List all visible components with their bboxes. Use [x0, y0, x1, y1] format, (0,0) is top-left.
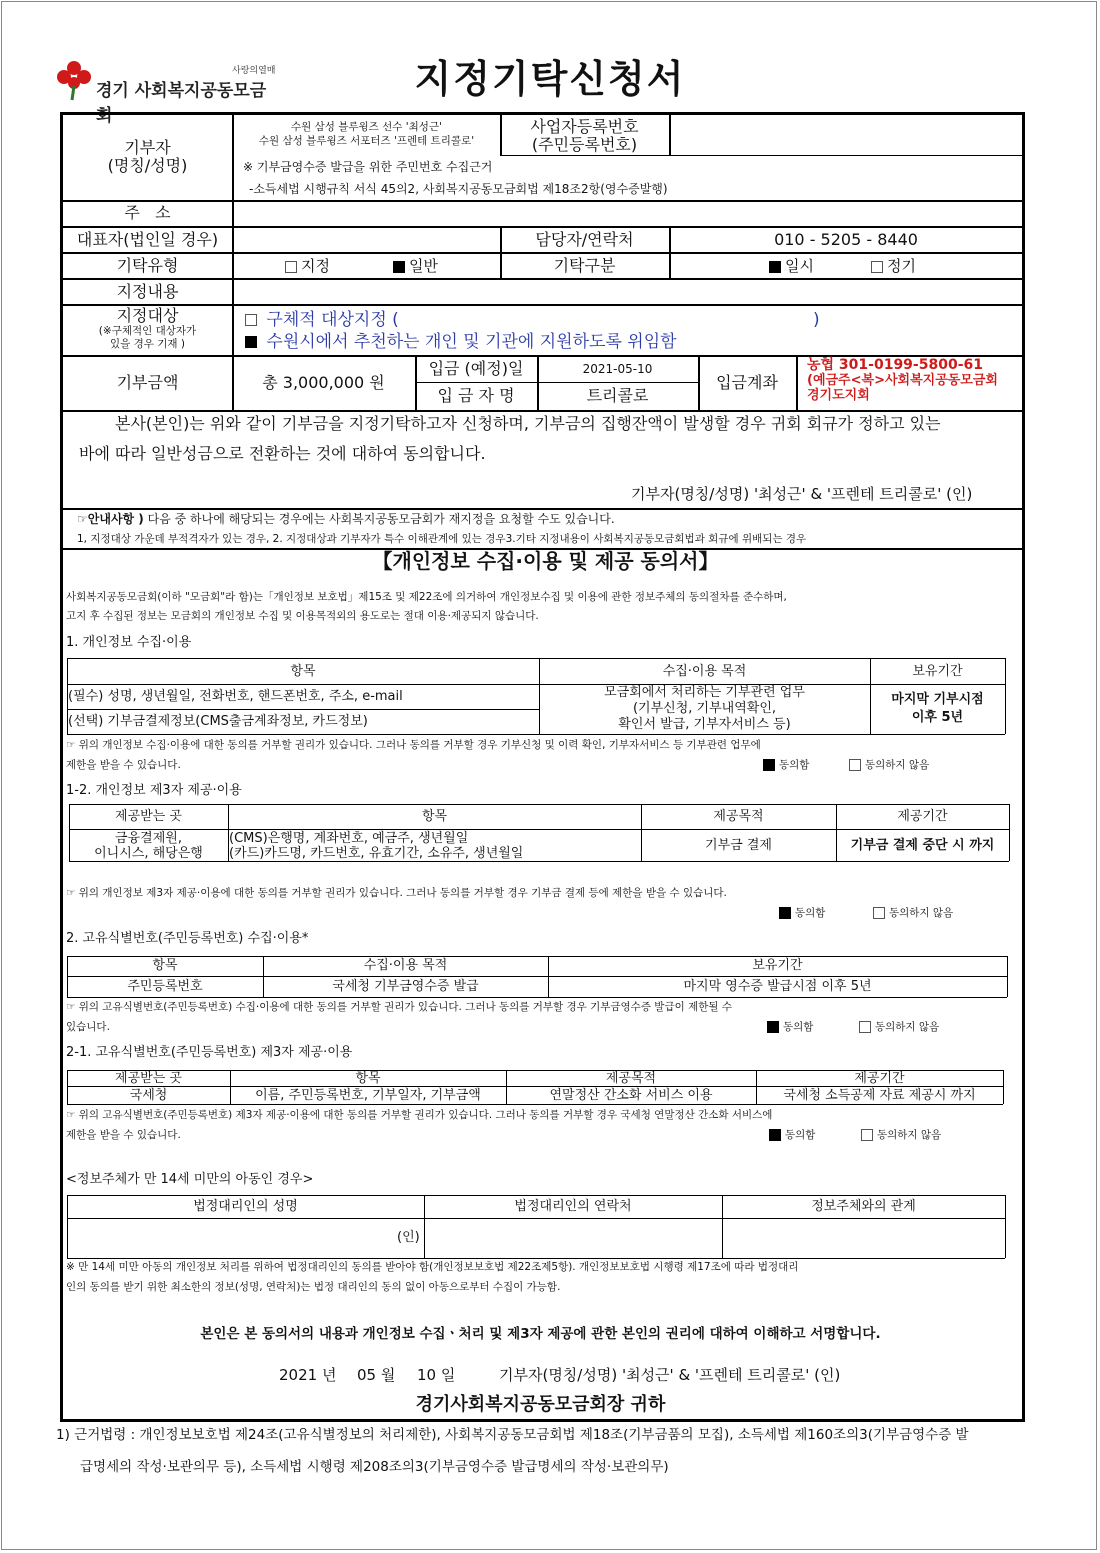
s12-agree-option[interactable]: 동의함: [779, 907, 825, 920]
section-2-1-title: 2-1. 고유식별번호(주민등록번호) 제3자 제공·이용: [66, 1045, 353, 1060]
section-1-2-title: 1-2. 개인정보 제3자 제공·이용: [66, 783, 242, 798]
target-option-delegated[interactable]: 수원시에서 추천하는 개인 및 기관에 지원하도록 위임함: [245, 333, 677, 351]
document-title: 지정기탁신청서: [414, 57, 686, 101]
designation-target-label: 지정대상: [116, 306, 179, 325]
s1-purpose-1: 모금회에서 처리하는 기부관련 업무: [604, 685, 805, 700]
type-option-designated[interactable]: 지정: [285, 257, 330, 275]
designation-content-field[interactable]: [235, 283, 1020, 303]
account-line-2: (예금주<복>사회복지공동모금회: [807, 373, 998, 388]
sign-month[interactable]: 05 월: [357, 1366, 396, 1384]
s21-header-purpose: 제공목적: [605, 1071, 657, 1086]
designation-content-label: 지정내용: [116, 282, 179, 301]
receipt-note-1: ※ 기부금영수증 발급을 위한 주민번호 수집근거: [243, 160, 493, 174]
sign-year[interactable]: 2021 년: [279, 1366, 337, 1384]
minor-title: <정보주체가 만 14세 미만의 아동인 경우>: [66, 1172, 314, 1187]
checkbox-icon: [873, 907, 885, 919]
minor-seal: (인): [397, 1230, 420, 1245]
s1-disagree-option[interactable]: 동의하지 않음: [849, 759, 929, 772]
s1-item-optional: (선택) 기부금결제정보(CMS출금계좌정보, 카드정보): [68, 714, 368, 729]
consent-signature[interactable]: 기부자(명칭/성명) '최성근' & '프렌테 트리콜로' (인): [631, 485, 973, 503]
representative-field[interactable]: [235, 231, 498, 251]
s21-row-recipient: 국세청: [129, 1088, 168, 1103]
s12-disagree-option[interactable]: 동의하지 않음: [873, 907, 953, 920]
checked-checkbox-icon: [393, 261, 405, 273]
love-fruit-logo-icon: [56, 58, 92, 102]
s12-header-purpose: 제공목적: [713, 809, 764, 824]
s1-agree-option[interactable]: 동의함: [763, 759, 809, 772]
s2-header-period: 보유기간: [752, 958, 803, 973]
s12-note: ☞ 위의 개인정보 제3자 제공·이용에 대한 동의를 거부할 권리가 있습니다. 그러나 동의를 거부할 경우 기부금 결제 등에 제한을 받을 수 있습니다.: [66, 887, 727, 899]
s21-row-period: 국세청 소득공제 자료 제공시 까지: [783, 1088, 976, 1103]
s1-purpose-2: (기부신청, 기부내역확인,: [632, 701, 777, 716]
checkbox-icon: [861, 1129, 873, 1141]
reg-no-field[interactable]: [671, 125, 1021, 145]
s2-agree-option[interactable]: 동의함: [767, 1021, 813, 1034]
address-label: 주 소: [124, 203, 171, 222]
checkbox-icon: [285, 261, 297, 273]
target-option-specific[interactable]: 구체적 대상지정 (: [245, 311, 399, 329]
s2-row-item: 주민등록번호: [127, 979, 203, 994]
org-logo: [56, 56, 276, 126]
target-option-specific-close: ): [813, 310, 820, 330]
s2-row-purpose: 국세청 기부금영수증 발급: [332, 979, 479, 994]
contact-value[interactable]: 010 - 5205 - 8440: [774, 230, 918, 249]
minor-relation-field[interactable]: [725, 1221, 1003, 1255]
depositor-value[interactable]: 트리콜로: [586, 386, 649, 405]
designation-target-sub: (※구체적인 대상자가 있을 경우 기재 ): [98, 325, 197, 350]
account-label: 입금계좌: [716, 373, 778, 392]
s12-item-cms: (CMS)은행명, 계좌번호, 예금주, 생년월일: [229, 831, 469, 846]
s2-note-1: ☞ 위의 고유식별번호(주민등록번호) 수집·이용에 대한 동의를 거부할 권리가 있습니다. 그러나 동의를 거부할 경우 기부금영수증 발급이 제한될 수: [66, 1001, 732, 1013]
s21-header-recipient: 제공받는 곳: [115, 1071, 182, 1086]
s1-period-2: 이후 5년: [911, 710, 964, 725]
donation-amount-label: 기부금액: [116, 373, 179, 392]
s1-header-period: 보유기간: [912, 664, 963, 679]
deposit-date-label: 입금 (예정)일: [428, 359, 524, 378]
s12-header-recipient: 제공받는 곳: [115, 809, 182, 824]
type-option-general[interactable]: 일반: [393, 257, 438, 275]
s21-row-purpose: 연말정산 간소화 서비스 이용: [549, 1088, 713, 1103]
donation-amount-value[interactable]: 총 3,000,000 원: [262, 373, 385, 392]
donor-name-line1[interactable]: 수원 삼성 블루윙즈 선수 '최성근': [291, 121, 442, 133]
s21-row-item: 이름, 주민등록번호, 기부일자, 기부금액: [255, 1088, 481, 1103]
sign-day[interactable]: 10 일: [417, 1366, 456, 1384]
final-statement: 본인은 본 동의서의 내용과 개인정보 수집ㆍ처리 및 제3자 제공에 관한 본인의 권리에 대하여 이해하고 서명합니다.: [200, 1326, 881, 1342]
account-line-3: 경기도지회: [807, 388, 870, 403]
notice-line: ☞안내사항 ) 다음 중 하나에 해당되는 경우에는 사회복지공동모금회가 재지정을 요청할 수도 있습니다.: [77, 512, 615, 526]
section-1-title: 1. 개인정보 수집·이용: [66, 635, 192, 650]
s21-disagree-option[interactable]: 동의하지 않음: [861, 1129, 941, 1142]
s2-disagree-option[interactable]: 동의하지 않음: [859, 1021, 939, 1034]
contact-label: 담당자/연락처: [535, 230, 634, 249]
s2-row-period: 마지막 영수증 발급시점 이후 5년: [683, 979, 872, 994]
checkbox-icon: [859, 1021, 871, 1033]
s21-header-period: 제공기간: [854, 1071, 905, 1086]
s1-note-2: 제한을 받을 수 있습니다.: [66, 759, 181, 771]
donation-type-label: 기탁유형: [116, 256, 179, 275]
class-option-onetime[interactable]: 일시: [769, 257, 814, 275]
s2-note-2: 있습니다.: [66, 1021, 110, 1033]
footnote-line-2: 급명세의 작성·보관의무 등), 소득세법 시행령 제208조의3(기부금영수증 발급명세의 작성·보관의무): [80, 1459, 669, 1475]
s1-item-required: (필수) 성명, 생년월일, 전화번호, 핸드폰번호, 주소, e-mail: [68, 689, 403, 704]
footnote-line-1: 1) 근거법령 : 개인정보보호법 제24조(고유식별정보의 처리제한), 사회복지공동모금회법 제18조(기부금품의 모집), 소득세법 제160조의3(기부금영수증 발: [56, 1427, 969, 1443]
checked-checkbox-icon: [245, 336, 257, 348]
s12-recipient-1: 금융결제원,: [115, 831, 182, 846]
org-slogan: 사랑의열매: [232, 66, 276, 76]
addressee: 경기사회복지공동모금회장 귀하: [415, 1394, 666, 1415]
minor-note-1: ※ 만 14세 미만 아동의 개인정보 처리를 위하여 법정대리인의 동의를 받아야 함(개인정보보호법 제22조제5항). 개인정보보호법 시행령 제17조에 따라 법정대리: [66, 1261, 799, 1273]
section-2-title: 2. 고유식별번호(주민등록번호) 수집·이용*: [66, 931, 309, 946]
s21-header-item: 항목: [355, 1071, 381, 1086]
checked-checkbox-icon: [763, 759, 775, 771]
privacy-consent-title: 【개인정보 수집·이용 및 제공 동의서】: [372, 549, 719, 573]
checkbox-icon: [849, 759, 861, 771]
minor-header-name: 법정대리인의 성명: [193, 1199, 298, 1214]
notice-items: 1, 지정대상 가운데 부적격자가 있는 경우, 2. 지정대상과 기부자가 특수 이해관계에 있는 경우3.기타 지정내용이 사회복지공동모금회법과 회규에 위배되는 경우: [77, 533, 807, 545]
account-line-1: 농협 301-0199-5800-61: [807, 357, 983, 373]
s1-period-1: 마지막 기부시점: [891, 692, 984, 707]
s21-note-2: 제한을 받을 수 있습니다.: [66, 1129, 181, 1141]
privacy-intro-2: 고지 후 수집된 정보는 모금회의 개인정보 수집 및 이용목적외의 용도로는 절대 이용·제공되지 않습니다.: [66, 610, 539, 622]
consent-text-2: 바에 따라 일반성금으로 전환하는 것에 대하여 동의합니다.: [79, 444, 486, 463]
donor-name-line2[interactable]: 수원 삼성 블루윙즈 서포터즈 '프렌테 트리콜로': [258, 135, 475, 147]
s21-agree-option[interactable]: 동의함: [769, 1129, 815, 1142]
s1-note-1: ☞ 위의 개인정보 수집·이용에 대한 동의를 거부할 권리가 있습니다. 그러나 동의를 거부할 경우 기부신청 및 이력 확인, 기부자서비스 등 기부관련 업무에: [66, 739, 761, 751]
s1-header-item: 항목: [290, 664, 316, 679]
minor-header-contact: 법정대리인의 연락처: [514, 1199, 632, 1214]
s12-header-period: 제공기간: [897, 809, 948, 824]
org-name: 경기 사회복지공동모금회: [96, 81, 267, 126]
minor-guardian-name-field[interactable]: [69, 1221, 389, 1255]
s12-purpose: 기부금 결제: [705, 838, 772, 853]
s1-purpose-3: 확인서 발급, 기부자서비스 등): [618, 717, 791, 732]
checked-checkbox-icon: [769, 1129, 781, 1141]
final-signature[interactable]: 기부자(명칭/성명) '최성근' & '프렌테 트리콜로' (인): [499, 1366, 841, 1384]
s12-period: 기부금 결제 중단 시 까지: [850, 838, 995, 853]
reg-no-label: 사업자등록번호 (주민등록번호): [530, 117, 639, 154]
class-option-regular[interactable]: 정기: [871, 257, 916, 275]
s1-header-purpose: 수집·이용 목적: [662, 664, 747, 679]
minor-header-relation: 정보주체와의 관계: [811, 1199, 916, 1214]
donation-class-label: 기탁구분: [553, 256, 616, 275]
s21-note-1: ☞ 위의 고유식별번호(주민등록번호) 제3자 제공·이용에 대한 동의를 거부할 권리가 있습니다. 그러나 동의를 거부할 경우 국세청 연말정산 간소화 서비스에: [66, 1109, 773, 1121]
consent-text-1: 본사(본인)는 위와 같이 기부금을 지정기탁하고자 신청하며, 기부금의 집행잔액이 발생할 경우 귀회 회규가 정하고 있는: [115, 414, 941, 433]
checked-checkbox-icon: [779, 907, 791, 919]
s12-item-card: (카드)카드명, 카드번호, 유효기간, 소유주, 생년월일: [229, 846, 524, 861]
s12-recipient-2: 이니시스, 해당은행: [94, 846, 203, 861]
donor-label: 기부자 (명칭/성명): [107, 138, 188, 175]
application-form: [60, 112, 1025, 1422]
checkbox-icon: [871, 261, 883, 273]
s2-header-purpose: 수집·이용 목적: [363, 958, 448, 973]
s12-header-item: 항목: [421, 809, 448, 824]
s2-header-item: 항목: [152, 958, 178, 973]
depositor-label: 입 금 자 명: [437, 386, 515, 405]
address-field[interactable]: [235, 204, 1020, 224]
deposit-date-value[interactable]: 2021-05-10: [582, 362, 653, 376]
privacy-intro-1: 사회복지공동모금회(이하 "모금회"라 함)는「개인정보 보호법」제15조 및 제22조에 의거하여 개인정보수집 및 이용에 관한 정보주체의 동의절차를 준수하며,: [66, 591, 787, 603]
checkbox-icon: [245, 314, 257, 326]
checked-checkbox-icon: [769, 261, 781, 273]
minor-guardian-contact-field[interactable]: [427, 1221, 719, 1255]
checked-checkbox-icon: [767, 1021, 779, 1033]
receipt-note-2: -소득세법 시행규칙 서식 45의2, 사회복지공동모금회법 제18조2항(영수증발행): [249, 182, 668, 196]
representative-label: 대표자(법인일 경우): [76, 230, 219, 249]
minor-note-2: 인의 동의를 받기 위한 최소한의 정보(성명, 연락처)는 법정 대리인의 동의 없이 아동으로부터 수집이 가능함.: [66, 1281, 561, 1293]
